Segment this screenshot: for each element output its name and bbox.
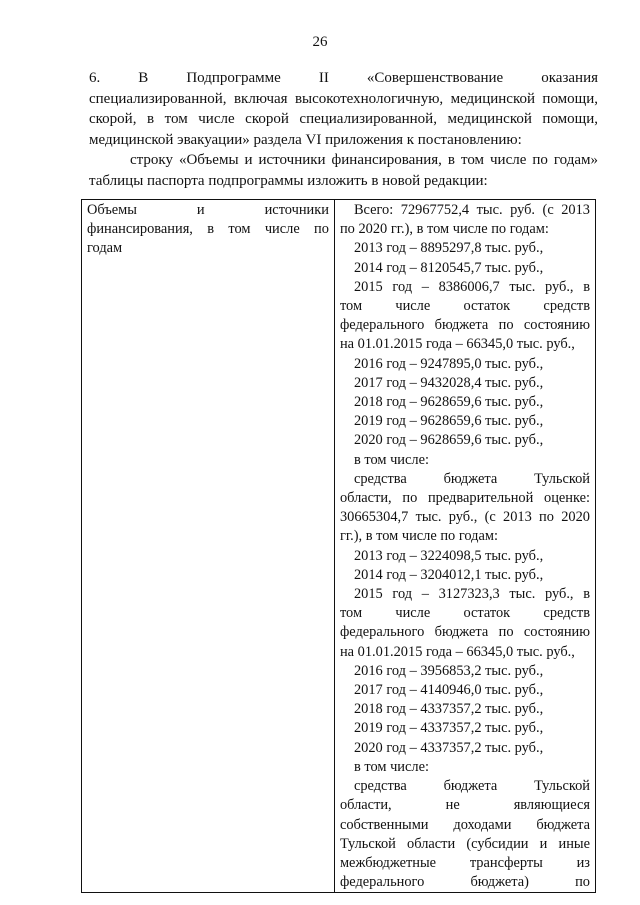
funding-line: 2018 год – 9628659,6 тыс. руб.,: [353, 394, 544, 411]
table-row: [82, 200, 596, 893]
funding-line: 2018 год – 4337357,2 тыс. руб.,: [353, 701, 544, 718]
funding-line: области, не являющиеся: [339, 797, 590, 814]
funding-line: в том числе:: [353, 758, 429, 775]
funding-line: на 01.01.2015 года – 66345,0 тыс. руб.,: [339, 336, 575, 353]
funding-line: 2020 год – 9628659,6 тыс. руб.,: [353, 432, 544, 449]
label-line: годам: [87, 240, 123, 257]
funding-line: 2017 год – 4140946,0 тыс. руб.,: [353, 682, 544, 699]
funding-line: 2014 год – 8120545,7 тыс. руб.,: [353, 259, 544, 276]
funding-line: межбюджетные трансферты из: [339, 854, 590, 871]
funding-line: 2019 год – 9628659,6 тыс. руб.,: [353, 413, 544, 430]
funding-line: 2016 год – 3956853,2 тыс. руб.,: [353, 662, 544, 679]
funding-line: Всего: 72967752,4 тыс. руб. (с 2013: [353, 202, 590, 218]
value-cell: [334, 200, 595, 893]
page-number: 26: [312, 34, 328, 50]
item-heading-line: [89, 68, 598, 89]
funding-line: собственными доходами бюджета: [339, 816, 590, 833]
item-number: 6.: [89, 70, 101, 86]
label-line: Объемы и источники: [87, 202, 329, 218]
funding-line: средства бюджета Тульской: [353, 470, 590, 487]
funding-line: 2015 год – 3127323,3 тыс. руб., в: [353, 586, 590, 603]
funding-line: федерального бюджета по состоянию: [339, 317, 590, 334]
funding-line: на 01.01.2015 года – 66345,0 тыс. руб.,: [339, 643, 575, 660]
funding-line: Тульской области (субсидии и иные: [339, 835, 590, 852]
funding-line: области, по предварительной оценке:: [339, 490, 590, 507]
passport-table: [81, 199, 596, 893]
funding-line: 2020 год – 4337357,2 тыс. руб.,: [353, 739, 544, 756]
instruction-text: строку «Объемы и источники финансирования, в том числе по годам» таблицы паспорта подпрограммы изложить в новой редакции:: [89, 152, 598, 189]
funding-line: 2017 год – 9432028,4 тыс. руб.,: [353, 374, 544, 391]
funding-line: в том числе:: [353, 451, 429, 468]
funding-line: 2014 год – 3204012,1 тыс. руб.,: [353, 566, 544, 583]
funding-line: 2013 год – 3224098,5 тыс. руб.,: [353, 547, 544, 564]
funding-line: 2015 год – 8386006,7 тыс. руб., в: [353, 278, 590, 295]
funding-line: по 2020 гг.), в том числе по годам:: [339, 221, 549, 238]
funding-line: 2013 год – 8895297,8 тыс. руб.,: [353, 240, 544, 257]
funding-line: том числе остаток средств: [339, 298, 590, 315]
funding-line: 2016 год – 9247895,0 тыс. руб.,: [353, 355, 544, 372]
funding-line: том числе остаток средств: [339, 605, 590, 622]
funding-line: федерального бюджета по состоянию: [339, 624, 590, 641]
funding-line: 2019 год – 4337357,2 тыс. руб.,: [353, 720, 544, 737]
funding-line: средства бюджета Тульской: [353, 778, 590, 795]
item-text-rest: специализированной, включая высокотехнологичную, медицинской помощи, скорой, в том числе скорой специализированной, медицинской помощи, медицинской эвакуации» раздела VI приложения к постановлению:: [89, 90, 598, 148]
funding-line: федерального бюджета) по: [339, 874, 590, 891]
funding-line: 30665304,7 тыс. руб., (с 2013 по 2020: [339, 509, 590, 526]
funding-line: гг.), в том числе по годам:: [339, 528, 498, 545]
label-cell: [82, 200, 335, 893]
amendment-intro: [89, 68, 598, 191]
label-line: финансирования, в том числе по: [87, 221, 329, 238]
item-text-first-line: В Подпрограмме II «Совершенствование оказания: [138, 70, 598, 86]
